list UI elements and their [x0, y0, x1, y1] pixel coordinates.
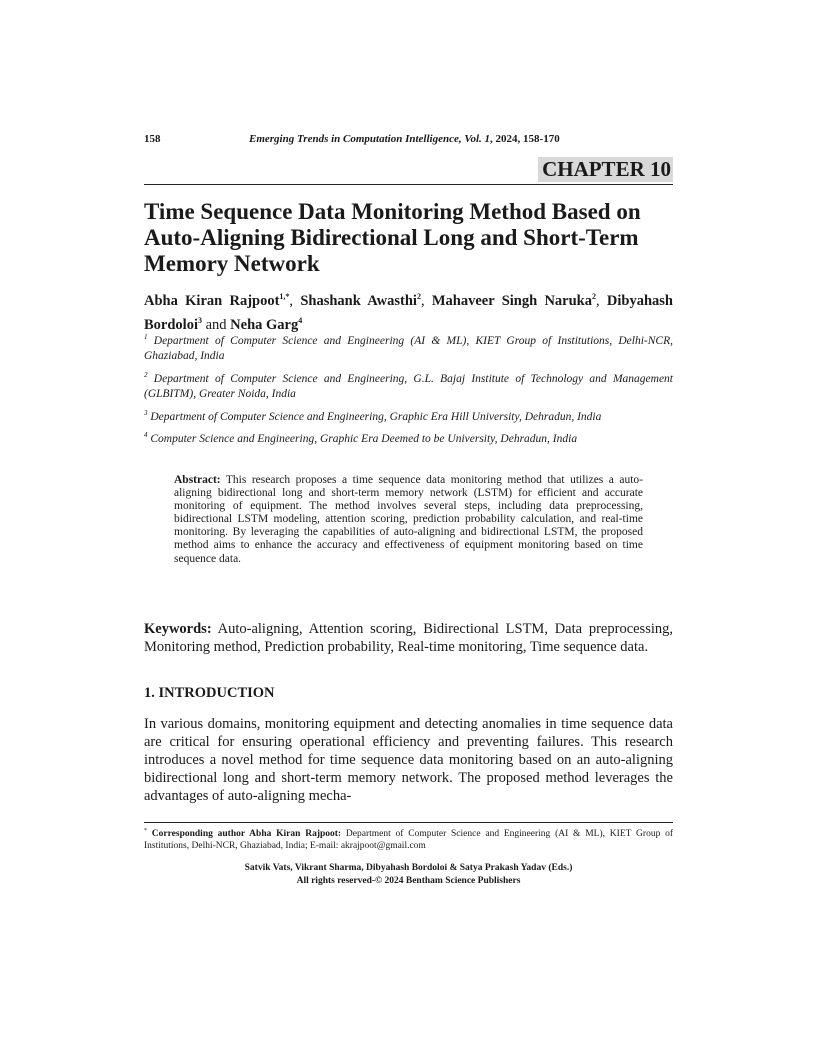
affiliation: $^1$ Department of Computer Science and Engineering (AI & ML), KIET Group of Institutions, Delhi-NCR, Ghaziabad, India: [144, 333, 673, 362]
keywords-label: Keywords:: [144, 621, 212, 637]
author: Dibyahash Bordoloi$^3$ and: [144, 292, 673, 333]
page-number: 158: [144, 133, 161, 145]
author: Neha Garg$^4$: [230, 315, 303, 333]
chapter-header: [144, 157, 673, 185]
footnote-text: Department of Computer Science and Engineering (AI & ML), KIET Group of Institutions, Delhi-NCR, Ghaziabad, India; E-mail: akrajpoot@gmail.com: [144, 829, 674, 852]
author: Abha Kiran Rajpoot$^{1,*}$,: [144, 292, 301, 309]
author-list: [144, 287, 673, 335]
chapter-label: CHAPTER 10: [538, 157, 673, 182]
footnote-label: Corresponding author Abha Kiran Rajpoot:: [151, 829, 342, 840]
keywords: [144, 620, 673, 656]
abstract-label: Abstract:: [174, 474, 221, 486]
affiliation-list: [144, 330, 673, 451]
publisher-block: [144, 862, 673, 888]
journal-title: [249, 133, 560, 145]
journal-year-pages: , 2024, 158-170: [490, 133, 560, 145]
section-heading: 1. INTRODUCTION: [144, 685, 275, 701]
footnote-mark: *: [144, 828, 147, 834]
affiliation: $^4$ Computer Science and Engineering, Graphic Era Deemed to be University, Dehradun, India: [144, 431, 578, 446]
keywords-text: Auto-aligning, Attention scoring, Bidirectional LSTM, Data preprocessing, Monitoring method, Prediction probability, Real-time monitoring, Time sequence data.: [144, 621, 674, 655]
intro-paragraph: In various domains, monitoring equipment and detecting anomalies in time sequence data are critical for ensuring operational efficiency and preventing failures. This research introduces a novel method for time sequence data monitoring based on an auto-aligning bidirectional long and short-term memory network. The proposed method leverages the advantages of auto-aligning mecha-: [144, 716, 673, 804]
author: Shashank Awasthi$^2$,: [300, 292, 432, 309]
copyright-line: All rights reserved-© 2024 Bentham Science Publishers: [296, 876, 521, 886]
journal-name: Emerging Trends in Computation Intelligence, Vol. 1: [249, 133, 491, 145]
footnote: [144, 825, 673, 852]
abstract-text: This research proposes a time sequence data monitoring method that utilizes a auto-aligning bidirectional long and short-term memory network (LSTM) for efficient and accurate monitoring of equipment. The method involves several steps, including data preprocessing, bidirectional LSTM modeling, attention scoring, prediction probability calculation, and real-time monitoring. By leveraging the capabilities of auto-aligning and bidirectional LSTM, the proposed method aims to enhance the accuracy and effectiveness of equipment monitoring based on time sequence data.: [174, 474, 643, 565]
author: Mahaveer Singh Naruka$^2$,: [431, 292, 607, 309]
footnote-divider: [144, 822, 673, 823]
editors-line: Satvik Vats, Vikrant Sharma, Dibyahash Bordoloi & Satya Prakash Yadav (Eds.): [244, 863, 573, 873]
running-head: [144, 133, 673, 149]
affiliation: $^2$ Department of Computer Science and Engineering, G.L. Bajaj Institute of Technology and Management (GLBITM), Greater Noida, India: [144, 370, 673, 400]
abstract: [174, 474, 643, 566]
affiliation: $^3$ Department of Computer Science and Engineering, Graphic Era Hill University, Dehradun, India: [144, 408, 602, 423]
article-title: Time Sequence Data Monitoring Method Based on Auto-Aligning Bidirectional Long and Short-Term Memory Network: [144, 199, 641, 276]
